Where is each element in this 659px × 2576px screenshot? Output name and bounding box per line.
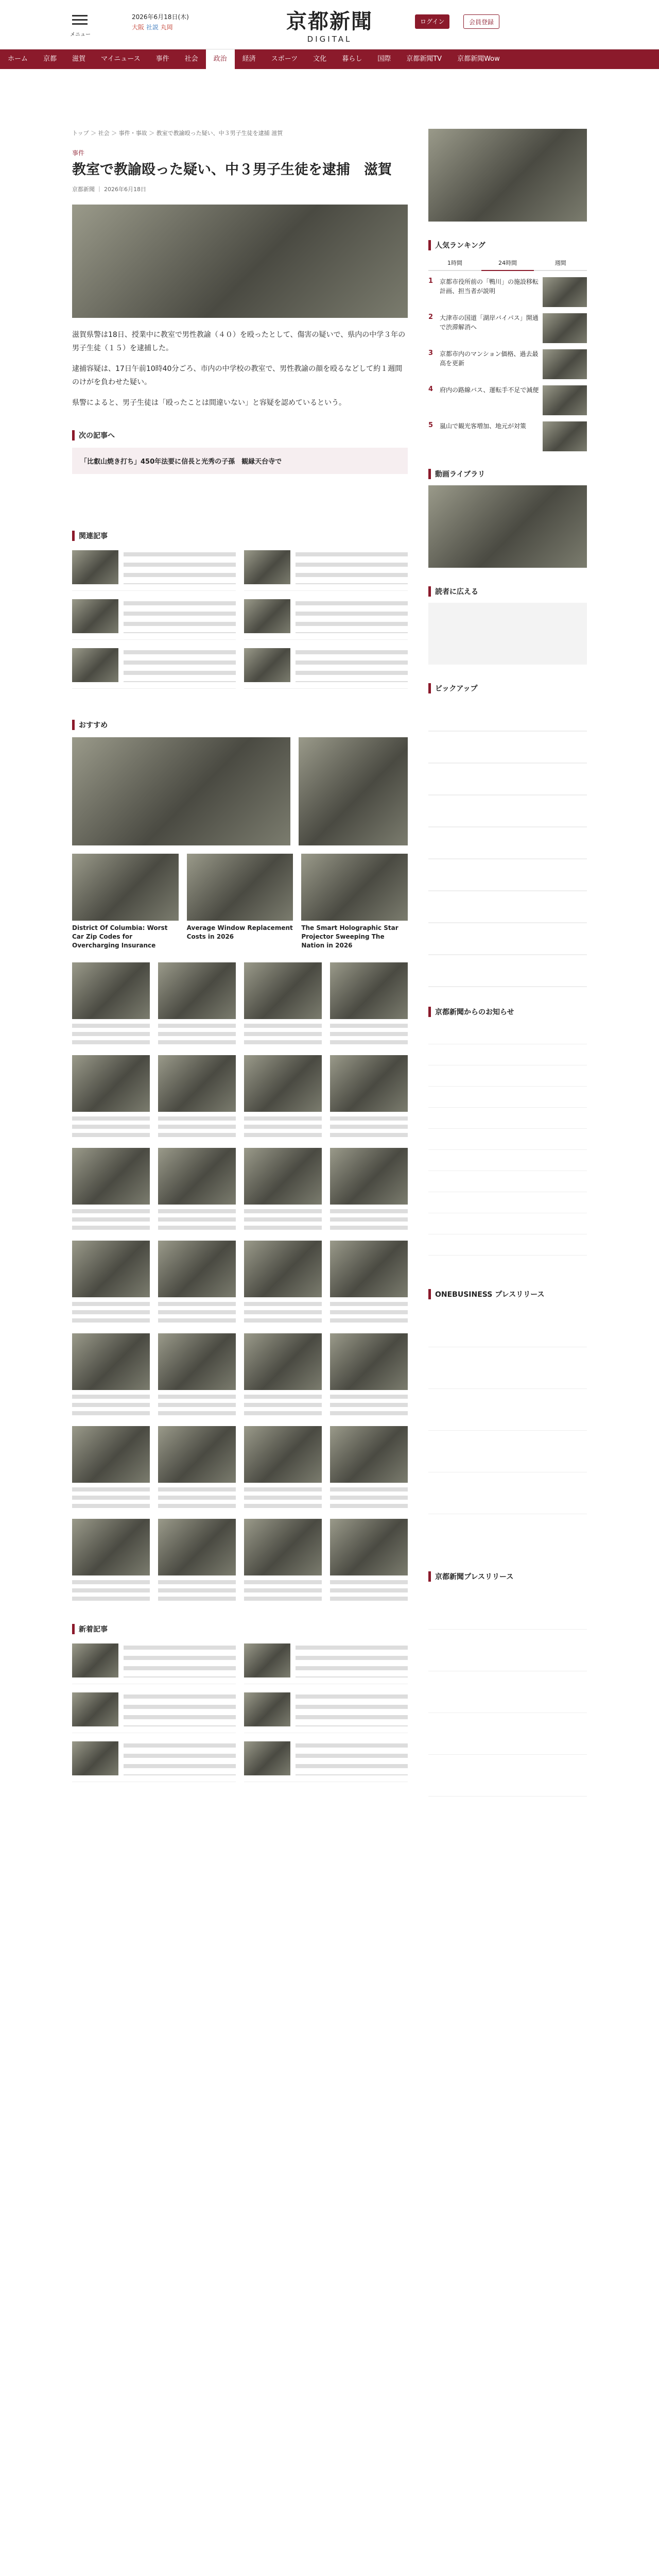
article-card[interactable]	[72, 550, 236, 591]
article-thumb	[72, 1692, 118, 1726]
ranking-title: 京都市内のマンション価格、過去最高を更新	[440, 350, 539, 367]
sponsored-card[interactable]	[72, 1426, 150, 1511]
sponsored-thumb	[244, 1148, 322, 1205]
ad-card[interactable]	[187, 854, 293, 950]
breadcrumb[interactable]: トップ ＞ 社会 ＞ 事件・事故 ＞ 教室で教諭殴った疑い、中３男子生徒を逮捕 滋賀	[72, 130, 283, 137]
article-card[interactable]	[244, 550, 408, 591]
nav-item-5[interactable]: 社会	[184, 55, 198, 63]
sponsored-text-placeholder	[330, 1208, 408, 1232]
menu-icon[interactable]	[72, 12, 88, 28]
sponsored-card[interactable]	[330, 1333, 408, 1418]
guide-head: 京都新聞からのお知らせ	[428, 1007, 587, 1017]
ranking-title: 府内の路線バス、運転手不足で減便	[440, 386, 539, 394]
sponsored-thumb	[158, 1519, 236, 1575]
sponsored-thumb	[72, 1241, 150, 1297]
article-text-placeholder	[124, 550, 236, 584]
article-para-1: 滋賀県警は18日、授業中に教室で男性教諭（４０）を殴ったとして、傷害の疑いで、県内の中学３年の男子生徒（１５）を逮捕した。	[72, 331, 406, 352]
article-thumb	[244, 550, 290, 584]
article-thumb	[72, 599, 118, 633]
ad-title: District Of Columbia: Worst Car Zip Codes for Overcharging Insurance	[72, 924, 168, 949]
ranking-item[interactable]	[428, 313, 587, 343]
sponsored-text-placeholder	[72, 1208, 150, 1232]
nav-item-1[interactable]: 京都	[43, 55, 57, 63]
ranking-number: 4	[428, 385, 433, 393]
sponsored-card[interactable]	[330, 962, 408, 1047]
ad-image	[301, 854, 408, 921]
ranking-head: 人気ランキング	[428, 240, 587, 250]
ranking-tab-1[interactable]: 24時間	[481, 256, 534, 271]
sponsored-text-placeholder	[72, 1022, 150, 1047]
ranking-title: 京都市役所前の「鴨川」の施設移転計画、担当者が説明	[440, 278, 539, 295]
sponsored-text-placeholder	[330, 1300, 408, 1325]
article-thumb	[72, 1643, 118, 1677]
ranking-item[interactable]	[428, 349, 587, 379]
sponsored-text-placeholder	[72, 1486, 150, 1511]
sponsored-text-placeholder	[72, 1579, 150, 1603]
article-para-3: 県警によると、男子生徒は「殴ったことは間違いない」と容疑を認めているという。	[72, 399, 346, 407]
sponsored-card[interactable]	[158, 1241, 236, 1325]
press-list[interactable]	[428, 1306, 587, 1553]
sponsored-thumb	[158, 1333, 236, 1390]
article-thumb	[244, 1741, 290, 1775]
sponsored-thumb	[330, 1426, 408, 1483]
article-text-placeholder	[296, 1643, 408, 1677]
sponsored-side[interactable]	[299, 737, 408, 845]
pickup-head: ビックアップ	[428, 683, 587, 693]
login-button[interactable]: ログイン	[415, 14, 449, 29]
ranking-thumb	[543, 277, 587, 307]
sponsored-card[interactable]	[330, 1241, 408, 1325]
sponsored-thumb	[72, 1426, 150, 1483]
sponsored-text-placeholder	[158, 1115, 236, 1140]
article-card[interactable]	[244, 1692, 408, 1733]
sponsored-thumb	[330, 1333, 408, 1390]
ranking-thumb	[543, 421, 587, 451]
sponsored-thumb	[244, 1426, 322, 1483]
sponsored-card[interactable]	[244, 962, 322, 1047]
sponsored-thumb	[158, 1148, 236, 1205]
ranking-title: 嵐山で観光客増加、地元が対策	[440, 422, 527, 430]
sponsored-thumb	[244, 1055, 322, 1112]
sponsored-text-placeholder	[158, 1393, 236, 1418]
sponsored-thumb	[158, 1241, 236, 1297]
sponsored-text-placeholder	[244, 1486, 322, 1511]
article-card[interactable]	[72, 1643, 236, 1684]
sponsored-text-placeholder	[158, 1579, 236, 1603]
ad-image	[72, 854, 179, 921]
site-logo[interactable]: 京都新聞 DIGITAL	[286, 9, 373, 44]
next-article-link[interactable]: 「比叡山焼き打ち」450年法要に信長と光秀の子孫 観縁天台寺で	[72, 448, 408, 474]
sponsored-thumb	[158, 1055, 236, 1112]
sponsored-card[interactable]	[330, 1426, 408, 1511]
article-thumb	[244, 648, 290, 682]
nav-item-10[interactable]: 暮らし	[342, 55, 362, 63]
sponsored-thumb	[72, 1519, 150, 1575]
sponsored-thumb	[72, 962, 150, 1019]
sponsored-card[interactable]	[244, 1426, 322, 1511]
sponsored-card[interactable]	[244, 1333, 322, 1418]
ranking-thumb	[543, 313, 587, 343]
sponsored-card[interactable]	[158, 962, 236, 1047]
sponsored-text-placeholder	[330, 1393, 408, 1418]
related-head: 関連記事	[72, 531, 408, 541]
reader-head: 読者に広える	[428, 586, 587, 597]
sponsored-card[interactable]	[158, 1148, 236, 1232]
ranking-number: 5	[428, 421, 433, 429]
ranking-tab-2[interactable]: 週間	[534, 256, 587, 271]
ad-title: Average Window Replacement Costs in 2026	[186, 924, 293, 940]
article-card[interactable]	[72, 1692, 236, 1733]
sponsored-thumb	[330, 1148, 408, 1205]
article-card[interactable]	[244, 1643, 408, 1684]
sidebar-ad[interactable]	[428, 129, 587, 222]
sponsored-text-placeholder	[330, 1579, 408, 1603]
nav-item-13[interactable]: 京都新聞Wow	[457, 55, 500, 63]
article-thumb	[244, 599, 290, 633]
sponsored-card[interactable]	[158, 1055, 236, 1140]
sponsored-text-placeholder	[330, 1115, 408, 1140]
sponsored-card[interactable]	[158, 1426, 236, 1511]
ranking-thumb	[543, 349, 587, 379]
video-thumb[interactable]	[428, 485, 587, 568]
sidebar	[428, 129, 587, 1835]
sponsored-thumb	[330, 1241, 408, 1297]
nav-item-12[interactable]: 京都新聞TV	[406, 55, 442, 63]
sponsored-card[interactable]	[330, 1148, 408, 1232]
weather-strip[interactable]: 大阪 社説 丸岡	[132, 24, 173, 31]
article-thumb	[72, 1741, 118, 1775]
sponsored-card[interactable]	[158, 1519, 236, 1603]
article-text-placeholder	[296, 599, 408, 633]
sponsored-card[interactable]	[244, 1241, 322, 1325]
sponsored-text-placeholder	[244, 1300, 322, 1325]
sponsored-text-placeholder	[244, 1393, 322, 1418]
sponsored-card[interactable]	[244, 1148, 322, 1232]
ranking-title: 大津市の国道「湖岸バイパス」開通で渋滞解消へ	[440, 314, 539, 331]
sponsored-card[interactable]	[72, 1241, 150, 1325]
ranking-item[interactable]	[428, 385, 587, 415]
article-text-placeholder	[124, 648, 236, 682]
next-article-head: 次の記事へ	[72, 430, 408, 440]
nav-item-8[interactable]: スポーツ	[271, 55, 298, 63]
sponsored-card[interactable]	[330, 1519, 408, 1603]
press-head: ONEBUSINESS プレスリリース	[428, 1289, 587, 1299]
article-card[interactable]	[244, 648, 408, 689]
sponsored-card[interactable]	[72, 1519, 150, 1603]
byline: 京都新聞 ｜ 2026年6月18日	[72, 186, 146, 193]
nav-item-2[interactable]: 滋賀	[72, 55, 86, 63]
article-thumb	[244, 1643, 290, 1677]
article-text-placeholder	[124, 1643, 236, 1677]
article-text-placeholder	[296, 1692, 408, 1726]
pickup-list[interactable]	[428, 700, 587, 988]
sponsored-text-placeholder	[72, 1393, 150, 1418]
sponsored-head: おすすめ	[72, 720, 408, 730]
article-thumb	[72, 550, 118, 584]
article-thumb	[72, 648, 118, 682]
ranking-thumb	[543, 385, 587, 415]
nav-item-4[interactable]: 事件	[155, 55, 169, 63]
reader-box[interactable]	[428, 603, 587, 665]
sponsored-thumb	[158, 962, 236, 1019]
prtimes-head: 京都新聞プレスリリース	[428, 1571, 587, 1582]
site-header	[0, 0, 659, 49]
ranking-item[interactable]	[428, 421, 587, 451]
global-nav	[0, 49, 659, 69]
ranking-item[interactable]	[428, 277, 587, 307]
prtimes-list[interactable]	[428, 1588, 587, 1835]
sponsored-card[interactable]	[158, 1333, 236, 1418]
sponsored-text-placeholder	[244, 1579, 322, 1603]
sponsored-card[interactable]	[72, 1148, 150, 1232]
sponsored-text-placeholder	[158, 1022, 236, 1047]
main-column	[72, 129, 408, 1782]
ad-image	[187, 854, 293, 921]
article-thumb	[244, 1692, 290, 1726]
sponsored-thumb	[244, 962, 322, 1019]
gallery-head: 動画ライブラリ	[428, 469, 587, 479]
sponsored-text-placeholder	[158, 1300, 236, 1325]
nav-item-3[interactable]: マイニュース	[101, 55, 141, 63]
article-text-placeholder	[296, 648, 408, 682]
sponsored-text-placeholder	[244, 1208, 322, 1232]
ad-card[interactable]	[301, 854, 408, 950]
sponsored-thumb	[72, 1055, 150, 1112]
sponsored-card[interactable]	[72, 962, 150, 1047]
article-text-placeholder	[296, 1741, 408, 1775]
guide-list[interactable]	[428, 1023, 587, 1270]
nav-item-11[interactable]: 国際	[377, 55, 391, 63]
sponsored-thumb	[244, 1241, 322, 1297]
sponsored-thumb	[330, 1519, 408, 1575]
ad-card[interactable]	[72, 854, 179, 950]
sponsored-thumb	[72, 1148, 150, 1205]
article-title: 教室で教諭殴った疑い、中３男子生徒を逮捕 滋賀	[72, 162, 392, 178]
nav-item-9[interactable]: 文化	[313, 55, 327, 63]
sponsored-card[interactable]	[244, 1519, 322, 1603]
sponsored-thumb	[330, 962, 408, 1019]
sponsored-thumb	[244, 1333, 322, 1390]
sponsored-thumb	[158, 1426, 236, 1483]
ranking-tab-0[interactable]: 1時間	[428, 256, 481, 271]
article-card[interactable]	[244, 1741, 408, 1782]
menu-label: メニュー	[70, 32, 91, 38]
ranking-number: 3	[428, 349, 433, 357]
sponsored-text-placeholder	[72, 1115, 150, 1140]
sponsored-thumb	[244, 1519, 322, 1575]
sponsored-text-placeholder	[158, 1208, 236, 1232]
sponsored-hero[interactable]	[72, 737, 290, 845]
ad-title: The Smart Holographic Star Projector Sweeping The Nation in 2026	[301, 924, 398, 949]
register-button[interactable]: 会員登録	[463, 14, 499, 29]
sponsored-text-placeholder	[72, 1300, 150, 1325]
sponsored-text-placeholder	[158, 1486, 236, 1511]
sponsored-text-placeholder	[244, 1022, 322, 1047]
sponsored-card[interactable]	[244, 1055, 322, 1140]
header-date: 2026年6月18日(木)	[132, 13, 189, 21]
article-card[interactable]	[72, 1741, 236, 1782]
article-text-placeholder	[296, 550, 408, 584]
article-card[interactable]	[244, 599, 408, 640]
sponsored-card[interactable]	[330, 1055, 408, 1140]
nav-item-6[interactable]: 政治	[206, 49, 235, 69]
nav-item-0[interactable]: ホーム	[8, 55, 28, 63]
sponsored-thumb	[330, 1055, 408, 1112]
nav-item-7[interactable]: 経済	[242, 55, 256, 63]
sponsored-text-placeholder	[244, 1115, 322, 1140]
article-card[interactable]	[72, 648, 236, 689]
sponsored-text-placeholder	[330, 1486, 408, 1511]
sponsored-card[interactable]	[72, 1055, 150, 1140]
article-photo[interactable]	[72, 205, 408, 318]
article-category[interactable]: 事件	[72, 149, 85, 157]
article-text-placeholder	[124, 599, 236, 633]
sponsored-card[interactable]	[72, 1333, 150, 1418]
ranking-number: 2	[428, 313, 433, 321]
article-text-placeholder	[124, 1692, 236, 1726]
article-text-placeholder	[124, 1741, 236, 1775]
sponsored-thumb	[72, 1333, 150, 1390]
sponsored-text-placeholder	[330, 1022, 408, 1047]
article-card[interactable]	[72, 599, 236, 640]
latest-head: 新着記事	[72, 1624, 408, 1634]
article-para-2: 逮捕容疑は、17日午前10時40分ごろ、市内の中学校の教室で、男性教諭の顔を殴るなどして約１週間のけがを負わせた疑い。	[72, 365, 403, 386]
ranking-number: 1	[428, 277, 433, 285]
